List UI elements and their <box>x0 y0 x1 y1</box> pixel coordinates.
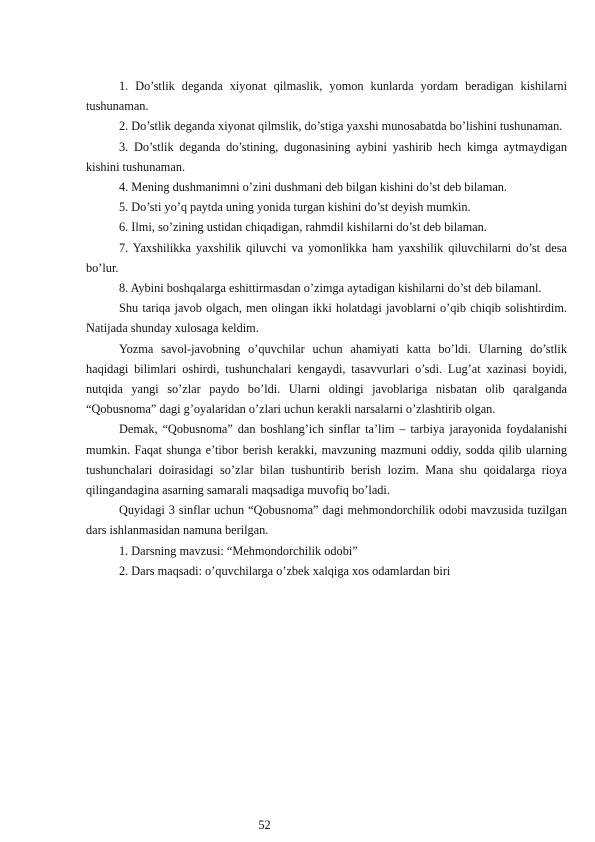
paragraph-7: 7. Yaxshilikka yaxshilik qiluvchi va yomonlikka ham yaxshilik qiluvchilarni do’st desa bo’lur. <box>86 240 567 275</box>
paragraph-4: 4. Mening dushmanimni o’zini dushmani deb bilgan kishini do’st deb bilaman. <box>119 180 507 195</box>
paragraph-10: Yozma savol-javobning o’quvchilar uchun ahamiyati katta bo’ldi. Ularning do’stlik haqidagi bilimlari oshirdi, tushunchalari kengaydi, tasavvurlari o’sdi. Lug’at xazinasi boyidi, nutqida yangi so’zlar paydo bo’ldi. Ularni oldingi javoblariga nisbatan olib qaralganda “Qobusnoma” dagi g’oyalaridan o’zlari uchun kerakli narsalarni o’zlashtirib olgan. <box>86 341 567 417</box>
paragraph-8: 8. Aybini boshqalarga eshittirmasdan o’zimga aytadigan kishilarni do’st deb bilamanl. <box>119 281 542 296</box>
document-body <box>86 76 567 581</box>
page-number: 52 <box>258 818 271 832</box>
paragraph-5: 5. Do’sti yo’q paytda uning yonida turgan kishini do’st deyish mumkin. <box>119 200 471 215</box>
paragraph-2: 2. Do’stlik deganda xiyonat qilmslik, do’stiga yaxshi munosabatda bo’lishini tushunaman. <box>119 119 563 134</box>
paragraph-1: 1. Do’stlik deganda xiyonat qilmaslik, yomon kunlarda yordam beradigan kishilarni tushunaman. <box>86 79 567 114</box>
paragraph-3: 3. Do’stlik deganda do’stining, dugonasining aybini yashirib hech kimga aytmaydigan kishini tushunaman. <box>86 139 567 174</box>
paragraph-14: 2. Dars maqsadi: o’quvchilarga o’zbek xalqiga xos odamlardan biri <box>119 563 451 578</box>
paragraph-11: Demak, “Qobusnoma” dan boshlang’ich sinflar ta’lim – tarbiya jarayonida foydalanishi mumkin. Faqat shunga e’tibor berish kerakki, mavzuning mazmuni oddiy, sodda qilib ularning tushunchalari doirasidagi so’zlar bilan tushuntirib berish lozim. Mana shu qoidalarga rioya qilingandagina asarning samarali maqsadiga muvofiq bo’ladi. <box>86 422 567 498</box>
paragraph-12: Quyidagi 3 sinflar uchun “Qobusnoma” dagi mehmondorchilik odobi mavzusida tuzilgan dars ishlanmasidan namuna berilgan. <box>86 503 567 538</box>
paragraph-9: Shu tariqa javob olgach, men olingan ikki holatdagi javoblarni o’qib chiqib solishtirdim. Natijada shunday xulosaga keldim. <box>86 301 567 336</box>
paragraph-6: 6. Ilmi, so’zining ustidan chiqadigan, rahmdil kishilarni do’st deb bilaman. <box>119 220 487 235</box>
paragraph-13: 1. Darsning mavzusi: “Mehmondorchilik odobi” <box>119 543 358 558</box>
